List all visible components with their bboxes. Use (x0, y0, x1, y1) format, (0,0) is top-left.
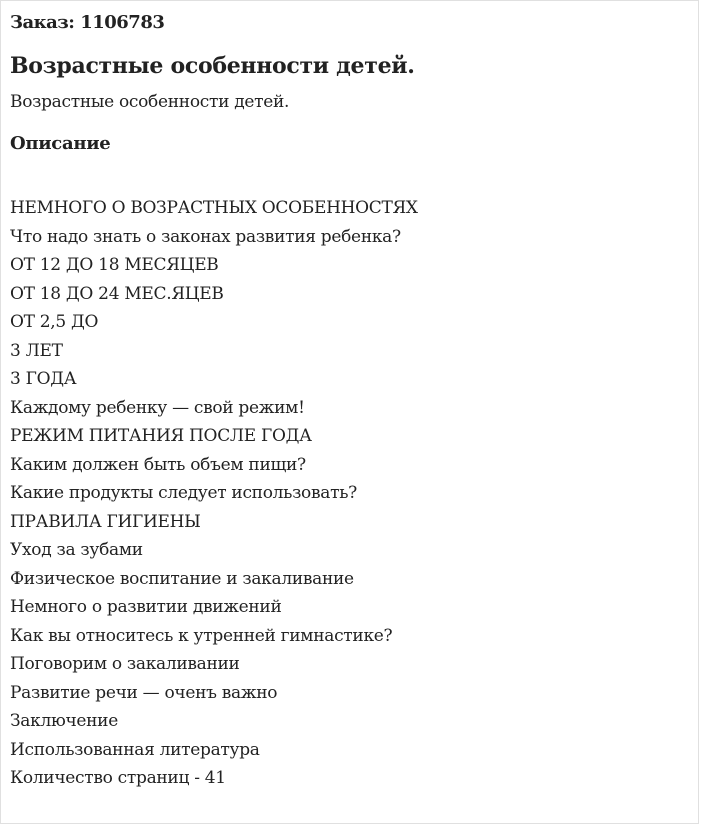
description-line: 3 ЛЕТ (10, 340, 63, 361)
page-title: Возрастные особенности детей. (10, 53, 415, 79)
description-line: Поговорим о закаливании (10, 654, 240, 674)
description-line: НЕМНОГО О ВОЗРАСТНЫХ ОСОБЕННОСТЯХ (10, 198, 418, 218)
description-line: Каким должен быть объем пищи? (10, 454, 306, 475)
description-line: Что надо знать о законах развития ребенка? (10, 226, 401, 247)
description-line: Заключение (10, 711, 118, 731)
description-line: Развитие речи — оченъ важно (10, 682, 278, 703)
description-list (10, 194, 418, 793)
description-line: 3 ГОДА (10, 369, 77, 389)
order-number: Заказ: 1106783 (10, 12, 165, 33)
description-line: Уход за зубами (10, 540, 143, 560)
description-line: Как вы относитесь к утренней гимнастике? (10, 625, 393, 646)
page-subtitle: Возрастные особенности детей. (10, 92, 290, 112)
description-line: ПРАВИЛА ГИГИЕНЫ (10, 511, 201, 532)
description-line: ОТ 18 ДО 24 МЕС.ЯЦЕВ (10, 283, 224, 304)
description-line: Какие продукты следует использовать? (10, 483, 357, 503)
description-line: РЕЖИМ ПИТАНИЯ ПОСЛЕ ГОДА (10, 426, 312, 446)
description-line: ОТ 12 ДО 18 МЕСЯЦЕВ (10, 255, 219, 275)
description-line: Физическое воспитание и закаливание (10, 568, 354, 589)
description-line: Использованная литература (10, 739, 260, 760)
description-line: Немного о развитии движений (10, 597, 282, 617)
description-line: ОТ 2,5 ДО (10, 312, 99, 332)
description-line: Количество страниц - 41 (10, 768, 226, 788)
description-heading: Описание (10, 133, 111, 154)
description-line: Каждому ребенку — свой режим! (10, 397, 305, 418)
